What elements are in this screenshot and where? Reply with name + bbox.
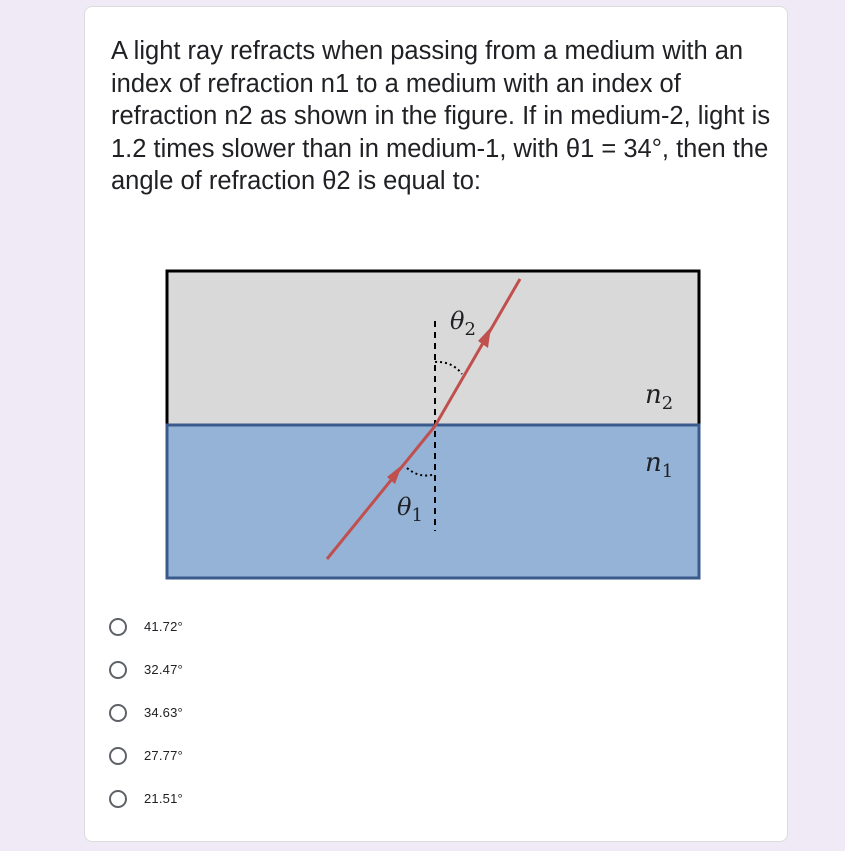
theta1-label: $\theta_1$	[397, 493, 423, 526]
refraction-figure	[165, 269, 705, 594]
radio-button[interactable]	[109, 704, 127, 722]
option-label: 34.63°	[144, 705, 183, 720]
option-41-72[interactable]	[109, 605, 183, 648]
option-21-51[interactable]	[109, 777, 183, 820]
answer-options	[109, 605, 183, 820]
option-34-63[interactable]	[109, 691, 183, 734]
medium-2-region	[167, 271, 699, 425]
question-text: A light ray refracts when passing from a medium with an index of refraction n1 to a medium with an index of refraction n2 as shown in the figure. If in medium-2, light is 1.2 times slower than in medium-1, with θ1 = 34°, then the angle of refraction θ2 is equal to:	[111, 37, 771, 195]
radio-button[interactable]	[109, 618, 127, 636]
medium-1-region	[167, 425, 699, 578]
option-label: 27.77°	[144, 748, 183, 763]
option-label: 21.51°	[144, 791, 183, 806]
radio-button[interactable]	[109, 661, 127, 679]
question-card	[84, 6, 788, 842]
n2-label: $n_2$	[645, 380, 674, 414]
option-label: 32.47°	[144, 662, 183, 677]
radio-button[interactable]	[109, 747, 127, 765]
radio-button[interactable]	[109, 790, 127, 808]
n1-label: $n_1$	[645, 448, 674, 482]
option-label: 41.72°	[144, 619, 183, 634]
option-27-77[interactable]	[109, 734, 183, 777]
option-32-47[interactable]	[109, 648, 183, 691]
theta2-label: $\theta_2$	[450, 307, 476, 340]
